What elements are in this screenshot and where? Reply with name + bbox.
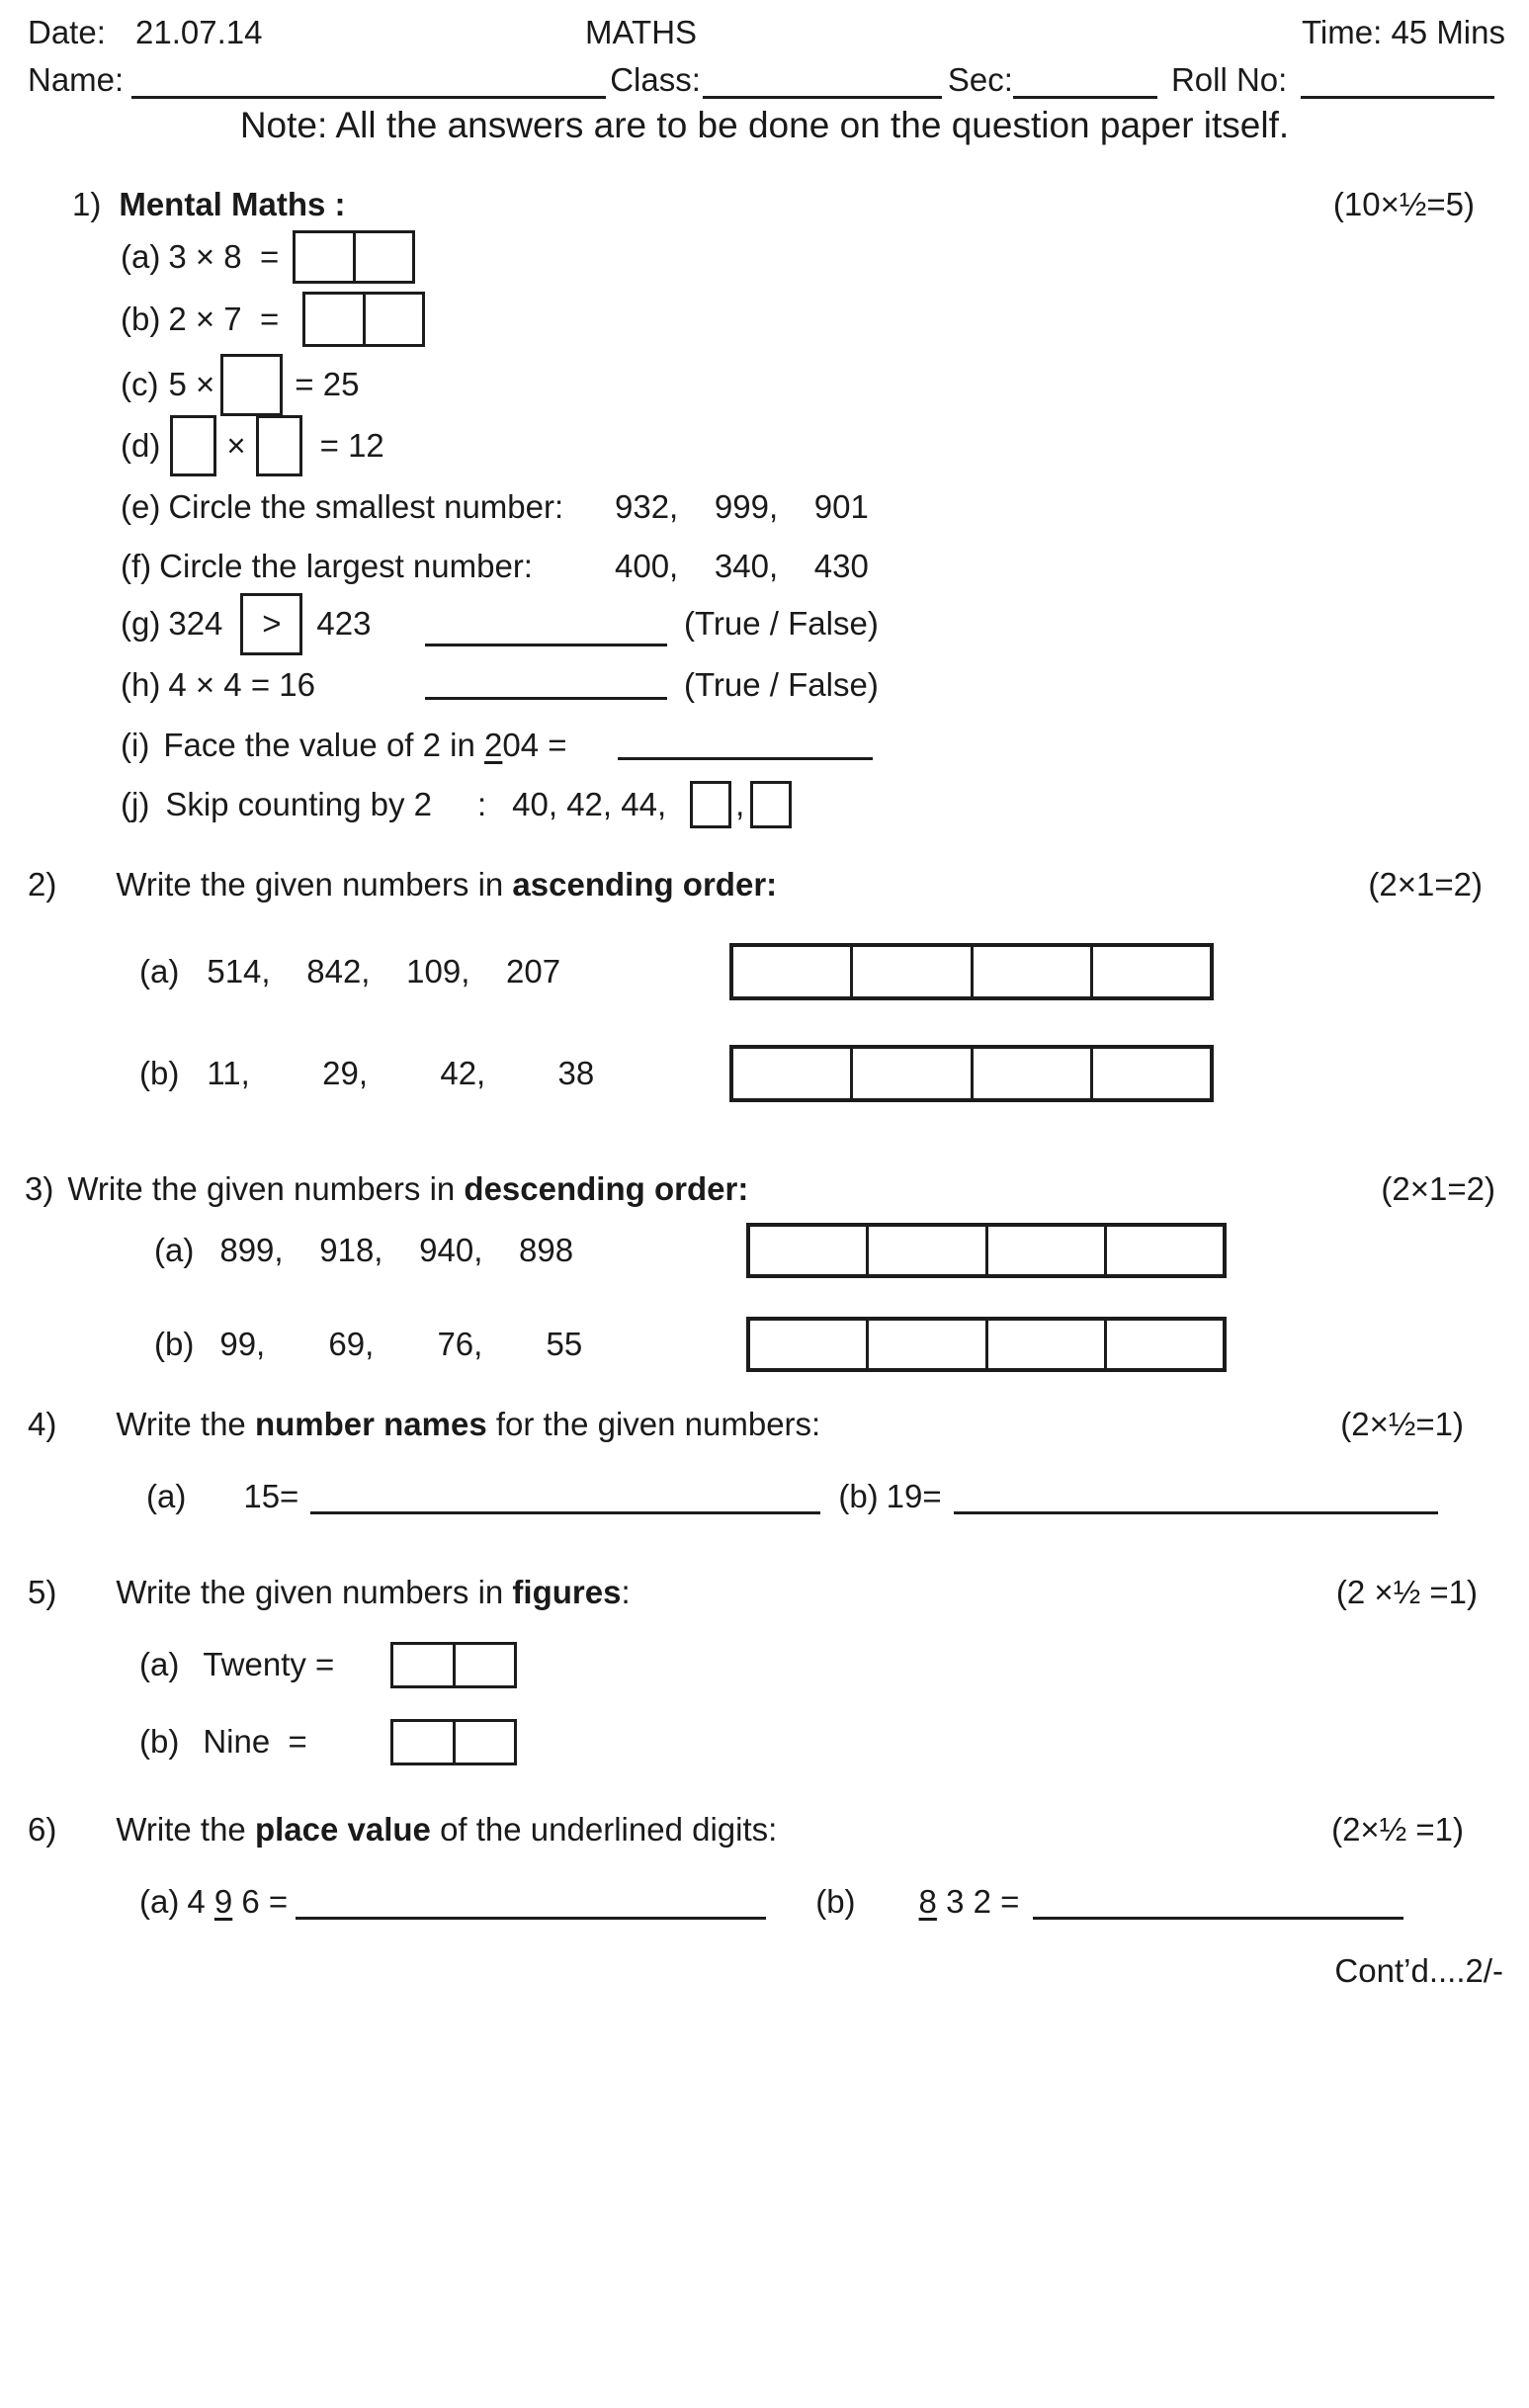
q1g-comparison-box[interactable] (240, 593, 302, 655)
q3-number: 3) (25, 1170, 54, 1207)
q6-number: 6) (28, 1811, 57, 1848)
q4-title (116, 1406, 820, 1443)
q5b-text: Nine = (203, 1723, 307, 1760)
q1c-answer-box[interactable] (220, 354, 283, 416)
q1-item-b (0, 289, 1529, 350)
q6b-digits-post: 3 2 = (936, 1883, 1020, 1920)
q1j-numbers: 40, 42, 44, (512, 786, 667, 822)
q5-title-pre: Write the given numbers in (116, 1574, 513, 1610)
q3-item-a (0, 1222, 1529, 1279)
q1h-answer-blank[interactable] (425, 667, 667, 700)
q2b-label: (b) (139, 1055, 180, 1091)
q6b-label: (b) (815, 1883, 856, 1920)
q4a-answer-blank[interactable] (310, 1482, 820, 1514)
q5a-answer-box[interactable] (390, 1642, 517, 1688)
q1g-label: (g) (121, 605, 161, 642)
q6-title (116, 1811, 777, 1849)
q3a-numbers: 899, 918, 940, 898 (219, 1232, 574, 1268)
q1h-expression: 4 × 4 = 16 (168, 666, 315, 703)
q1f-numbers: 400, 340, 430 (615, 548, 869, 584)
q1-item-a (0, 227, 1529, 287)
q2a-answer-box[interactable] (729, 943, 1214, 1000)
q1g-answer-blank[interactable] (425, 614, 667, 646)
name-blank[interactable] (131, 66, 606, 99)
time-value: Time: 45 Mins (1302, 14, 1505, 50)
q5-header (0, 1570, 1529, 1615)
q1i-underlined-digit: 2 (484, 727, 503, 763)
q4-marks: (2×½=1) (1340, 1406, 1464, 1442)
q3b-numbers: 99, 69, 76, 55 (219, 1326, 583, 1362)
q1f-label: (f) (121, 548, 152, 584)
q1-title: Mental Maths : (119, 186, 346, 222)
q2-title-pre: Write the given numbers in (116, 866, 513, 903)
q1g-number-right: 423 (316, 605, 372, 642)
q2-title (116, 866, 777, 903)
q1-item-f (0, 546, 1529, 587)
q6b-underlined-digit: 8 (918, 1883, 937, 1920)
q1h-true-false: (True / False) (684, 666, 879, 703)
q1-item-d (0, 413, 1529, 478)
q6a-digits (187, 1883, 288, 1921)
date-value: 21.07.14 (135, 14, 263, 50)
q1j-colon: : (476, 786, 487, 822)
q1c-expression-left: 5 × (168, 366, 215, 402)
q1j-answer-box-2[interactable] (750, 781, 792, 828)
q4-number: 4) (28, 1406, 57, 1442)
q6-title-bold: place value (254, 1811, 431, 1848)
q4-title-pre: Write the (116, 1406, 255, 1442)
q3a-answer-box[interactable] (746, 1223, 1227, 1278)
q1a-answer-box[interactable] (293, 230, 415, 284)
q3-title-pre: Write the given numbers in (67, 1170, 465, 1207)
note-text: Note: All the answers are to be done on the question paper itself. (239, 105, 1290, 145)
q5-item-a (0, 1639, 1529, 1690)
subject-title: MATHS (585, 14, 698, 50)
q2-item-b (0, 1044, 1529, 1103)
header-line-1 (0, 10, 1529, 55)
q1d-times-sign: × (226, 427, 246, 464)
q4-title-post: for the given numbers: (486, 1406, 821, 1442)
q1-marks: (10×½=5) (1332, 186, 1475, 222)
q1e-numbers: 932, 999, 901 (615, 488, 869, 525)
q6-title-pre: Write the (116, 1811, 255, 1848)
q6b-answer-blank[interactable] (1033, 1887, 1403, 1920)
q1c-label: (c) (121, 366, 159, 402)
q4-title-bold: number names (254, 1406, 487, 1442)
q5b-label: (b) (139, 1723, 180, 1760)
q1g-true-false: (True / False) (684, 605, 879, 642)
q5a-label: (a) (139, 1646, 180, 1682)
q3-title (67, 1170, 748, 1208)
q5-number: 5) (28, 1574, 57, 1610)
q1-item-e (0, 486, 1529, 528)
q5a-text: Twenty = (203, 1646, 335, 1682)
q1j-label: (j) (121, 786, 150, 822)
q1d-answer-box-1[interactable] (170, 415, 216, 476)
q2b-numbers: 11, 29, 42, 38 (207, 1055, 595, 1091)
q4a-text: 15= (243, 1478, 299, 1514)
q1-item-c (0, 352, 1529, 417)
q1b-expression: 2 × 7 = (168, 301, 280, 337)
name-label: Name: (28, 61, 125, 98)
q6a-answer-blank[interactable] (296, 1887, 766, 1920)
q1i-label: (i) (121, 727, 150, 763)
q1i-text-post: 04 = (502, 727, 567, 763)
q1-item-j (0, 779, 1529, 830)
footer-row (0, 1951, 1529, 1991)
q5-marks: (2 ×½ =1) (1335, 1574, 1478, 1610)
q1f-text: Circle the largest number: (159, 548, 533, 584)
q1-item-i (0, 725, 1529, 766)
q4-items (0, 1475, 1529, 1518)
q1g-comparison-sign: > (262, 605, 282, 642)
q2-header (0, 862, 1529, 907)
q1i-text (163, 727, 566, 764)
q3-header (0, 1166, 1529, 1212)
q2-item-a (0, 942, 1529, 1001)
q1-header (0, 182, 1529, 227)
q1j-text: Skip counting by 2 (165, 786, 432, 822)
q1g-number-left: 324 (168, 605, 223, 642)
contd-text: Cont’d....2/- (1334, 1952, 1503, 1989)
q1-item-g (0, 591, 1529, 656)
q6a-digits-post: 6 = (232, 1883, 289, 1920)
q4a-label: (a) (146, 1478, 187, 1514)
q2-marks: (2×1=2) (1368, 866, 1483, 903)
header-line-2 (0, 57, 1529, 103)
q1c-expression-right: = 25 (295, 366, 360, 402)
q4b-label: (b) (838, 1478, 879, 1514)
q1b-label: (b) (121, 301, 161, 337)
q3b-label: (b) (154, 1326, 195, 1362)
q1j-comma: , (735, 786, 745, 822)
class-blank[interactable] (703, 66, 942, 99)
q1i-text-pre: Face the value of 2 in (163, 727, 485, 763)
q2-title-bold: ascending order: (512, 866, 778, 903)
q4b-text: 19= (886, 1478, 942, 1514)
q2-number: 2) (28, 866, 57, 903)
q6-items (0, 1880, 1529, 1924)
q4-header (0, 1402, 1529, 1447)
q1e-text: Circle the smallest number: (168, 488, 564, 525)
q4b-answer-blank[interactable] (954, 1482, 1438, 1514)
q1h-label: (h) (121, 666, 161, 703)
roll-blank[interactable] (1301, 66, 1494, 99)
q1e-label: (e) (121, 488, 161, 525)
sec-label: Sec: (947, 61, 1013, 98)
q3a-label: (a) (154, 1232, 195, 1268)
q5-title-bold: figures (512, 1574, 622, 1610)
roll-label: Roll No: (1170, 61, 1288, 98)
q1-number: 1) (72, 186, 102, 222)
q6b-digits (919, 1883, 1020, 1921)
q6-header (0, 1807, 1529, 1852)
q1d-expression-right: = 12 (319, 427, 384, 464)
q1-item-h (0, 664, 1529, 706)
date-label: Date: (28, 14, 106, 50)
q1a-expression: 3 × 8 = (168, 238, 280, 275)
q1b-answer-box[interactable] (302, 292, 425, 347)
q1i-answer-blank[interactable] (618, 728, 873, 760)
q6-title-post: of the underlined digits: (430, 1811, 778, 1848)
q2b-answer-box[interactable] (729, 1045, 1214, 1102)
q2a-numbers: 514, 842, 109, 207 (207, 953, 561, 989)
q1j-answer-box-1[interactable] (690, 781, 731, 828)
q3-title-bold: descending order: (464, 1170, 749, 1207)
q5-item-b (0, 1716, 1529, 1767)
q3b-answer-box[interactable] (746, 1317, 1227, 1372)
q2a-label: (a) (139, 953, 180, 989)
class-label: Class: (610, 61, 701, 98)
q1d-label: (d) (121, 427, 161, 464)
q6-marks: (2×½ =1) (1331, 1811, 1464, 1848)
q3-marks: (2×1=2) (1381, 1170, 1495, 1207)
q1d-answer-box-2[interactable] (256, 415, 302, 476)
q5-title (116, 1574, 630, 1611)
q5-title-post: : (621, 1574, 631, 1610)
q6a-label: (a) (139, 1883, 180, 1920)
q1a-label: (a) (121, 238, 161, 275)
q6a-digits-pre: 4 (187, 1883, 214, 1920)
q5b-answer-box[interactable] (390, 1719, 517, 1765)
q6a-underlined-digit: 9 (213, 1883, 233, 1920)
q3-item-b (0, 1316, 1529, 1373)
sec-blank[interactable] (1013, 66, 1157, 99)
